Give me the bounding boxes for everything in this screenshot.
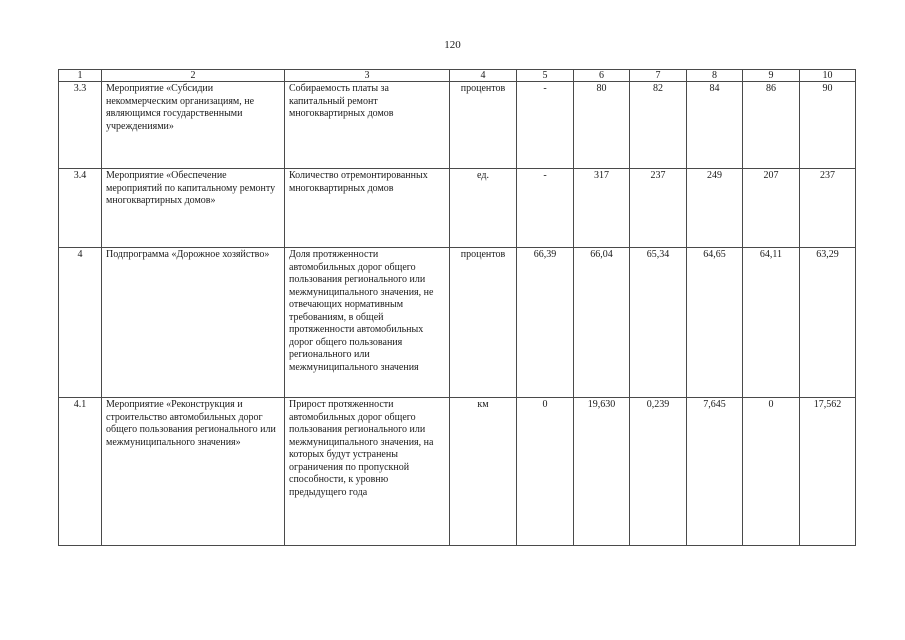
value-cell: 0,239 <box>630 398 687 546</box>
unit-cell: процентов <box>450 82 517 169</box>
value-cell: 82 <box>630 82 687 169</box>
value-cell: 90 <box>800 82 856 169</box>
indicator-cell: Собираемость платы за капитальный ремонт многоквартирных домов <box>285 82 450 169</box>
value-cell: 64,11 <box>743 248 800 398</box>
value-cell: 64,65 <box>687 248 743 398</box>
value-cell: 80 <box>574 82 630 169</box>
value-cell: 0 <box>743 398 800 546</box>
header-cell: 1 <box>59 70 102 82</box>
header-cell: 4 <box>450 70 517 82</box>
table-row <box>59 398 856 546</box>
row-number-cell: 3.4 <box>59 169 102 248</box>
header-cell: 7 <box>630 70 687 82</box>
value-cell: 84 <box>687 82 743 169</box>
value-cell: 249 <box>687 169 743 248</box>
header-cell: 5 <box>517 70 574 82</box>
unit-cell: ед. <box>450 169 517 248</box>
value-cell: 237 <box>630 169 687 248</box>
unit-cell: процентов <box>450 248 517 398</box>
header-cell: 9 <box>743 70 800 82</box>
value-cell: 0 <box>517 398 574 546</box>
row-number-cell: 3.3 <box>59 82 102 169</box>
header-cell: 3 <box>285 70 450 82</box>
value-cell: 237 <box>800 169 856 248</box>
value-cell: 63,29 <box>800 248 856 398</box>
indicator-cell: Доля протяженности автомобильных дорог общего пользования регионального или межмуниципального значения, не отвечающих нормативным требованиям, в общей протяженности автомобильных дорог общего пользования регионального или межмуниципального значения <box>285 248 450 398</box>
value-cell: 86 <box>743 82 800 169</box>
table-row <box>59 82 856 169</box>
value-cell: 317 <box>574 169 630 248</box>
column-number-header-row <box>59 70 856 82</box>
value-cell: 66,39 <box>517 248 574 398</box>
measure-name-cell: Подпрограмма «Дорожное хозяйство» <box>102 248 285 398</box>
header-cell: 10 <box>800 70 856 82</box>
row-number-cell: 4 <box>59 248 102 398</box>
unit-cell: км <box>450 398 517 546</box>
table-row <box>59 169 856 248</box>
indicators-table <box>58 69 856 546</box>
value-cell: 7,645 <box>687 398 743 546</box>
value-cell: 207 <box>743 169 800 248</box>
row-number-cell: 4.1 <box>59 398 102 546</box>
measure-name-cell: Мероприятие «Субсидии некоммерческим организациям, не являющимся государственными учреждениями» <box>102 82 285 169</box>
indicator-cell: Прирост протяженности автомобильных дорог общего пользования регионального или межмуниципального значения, на которых будут устранены ограничения по пропускной способности, к уровню предыдущего года <box>285 398 450 546</box>
value-cell: 19,630 <box>574 398 630 546</box>
measure-name-cell: Мероприятие «Обеспечение мероприятий по капитальному ремонту многоквартирных домов» <box>102 169 285 248</box>
value-cell: - <box>517 82 574 169</box>
header-cell: 2 <box>102 70 285 82</box>
header-cell: 8 <box>687 70 743 82</box>
value-cell: 65,34 <box>630 248 687 398</box>
value-cell: 17,562 <box>800 398 856 546</box>
value-cell: 66,04 <box>574 248 630 398</box>
table-row <box>59 248 856 398</box>
header-cell: 6 <box>574 70 630 82</box>
indicator-cell: Количество отремонтированных многоквартирных домов <box>285 169 450 248</box>
value-cell: - <box>517 169 574 248</box>
page-number: 120 <box>444 39 461 51</box>
measure-name-cell: Мероприятие «Реконструкция и строительство автомобильных дорог общего пользования регионального или межмуниципального значения» <box>102 398 285 546</box>
